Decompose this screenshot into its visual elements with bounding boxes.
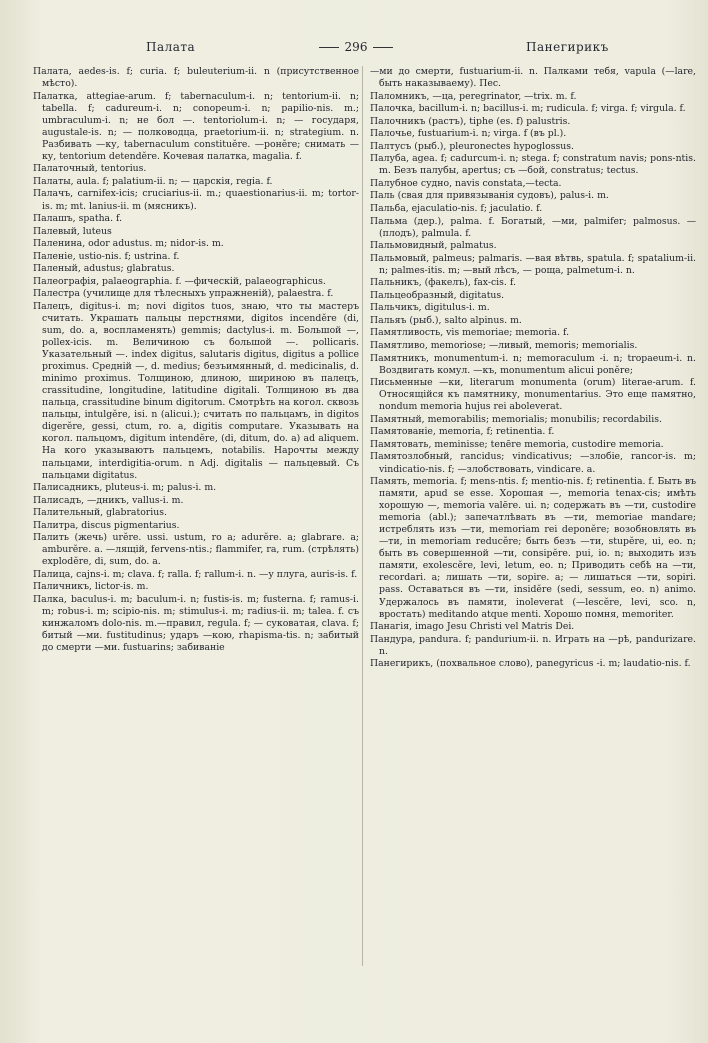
left-column [33,66,359,654]
entry: Палатка, attegiae-arum. f; tabernaculum-i. n; tentorium-ii. n; tabella. f; cadureum-i. n; conopeum-i. n; papilio-nis. m.; umbraculum-i. n; не бол —. tentoriolum-i. n; — государя, augustale-is. n; — полководца, praetorium-ii. n; strategium. n. Разбивать —ку, tabernaculum constituĕre. —ронĕre; снимать —ку, tentorium detendĕre. Кочевая палатка, magalia. f. [33,90,359,162]
entry: Палашъ, spatha. f. [33,213,123,225]
entry: Паль (свая для привязыванія судовъ), palus-i. m. [370,190,609,202]
entry: Памятникъ, monumentum-i. n; memoraculum -i. n; tropaeum-i. n. Воздвигать комул. —къ, monumentum alicui ponĕre; [370,352,696,376]
entry: Панегирикъ, (похвальное слово), panegyricus -i. m; laudatio-nis. f. [370,658,691,670]
entry: Пандура, pandura. f; pandurium-ii. n. Играть на —рѣ, pandurizare. n. [370,633,696,657]
entry: Палисадникъ, pluteus-i. m; palus-i. m. [33,482,217,494]
entry: Палительный, glabratorius. [33,507,167,519]
page-number: 296 [344,40,368,54]
entry: Паленина, odor adustus. m; nidor-is. m. [33,238,224,250]
entry: Письменные —ки, literarum monumenta (orum) literae-arum. f. Относящійся къ памятнику, monumentarius. Это еще памятно, nondum memoria hujus rei aboleverat. [370,377,696,413]
right-column [370,66,696,670]
entry: Памятливость, vis memoriae; memoria. f. [370,327,570,339]
entry: Палата, aedes-is. f; curia. f; buleuterium-ii. n (присутственное мѣсто). [33,66,359,90]
entry: Палочка, bacillum-i. n; bacillus-i. m; rudicula. f; virga. f; virgula. f. [370,103,686,115]
entry: Панагія, imago Jesu Christi vel Matris Dei. [370,621,575,633]
entry: Памятовать, meminisse; tenēre memoria, custodire memoria. [370,438,664,450]
entry: Палисадъ, —дникъ, vallus-i. m. [33,494,184,506]
entry: Палеографія, palaeographia. f. —фическій, palaeographicus. [33,275,326,287]
entry: Палочникъ (растъ), tiphe (es. f) palustris. [370,115,571,127]
entry: Паличникъ, lictor-is. m. [33,581,149,593]
entry: Палить (жечь) urĕre. ussi. ustum, ro a; adurĕre. a; glabrare. a; amburĕre. a. —лящій, fervens-ntis.; flammifer, ra, rum. (стрѣлять) explodĕre, di, sum, do. a. [33,532,359,568]
entry: Палочье, fustuarium-i. n; virga. f (въ pl.). [370,128,567,140]
entry: Памятливо, memoriose; —ливый, memoris; memorialis. [370,340,638,352]
header-right-word: Панегирикъ [526,40,609,54]
entry: Памятованіе, memoria, f; retinentia. f. [370,426,555,438]
entry: Палаточный, tentorius. [33,163,147,175]
entry: Пальчикъ, digitulus-i. m. [370,302,490,314]
entry: Пальникъ, (факелъ), fax-cis. f. [370,277,516,289]
entry: Паленіе, ustio-nis. f; ustrina. f. [33,250,180,262]
entry: Палитра, discus pigmentarius. [33,519,180,531]
entry: Пальма (дер.), palma. f. Богатый, —ми, palmifer; palmosus. — (плодъ), palmula. f. [370,215,696,239]
entry: Палтусъ (рыб.), pleuronectes hypoglossus. [370,140,574,152]
entry: Палестра (училище для тѣлесныхъ упражненій), palaestra. f. [33,288,334,300]
page-number-line [314,40,398,54]
header-rule-right [373,47,393,48]
header-rule-left [319,47,339,48]
entry: Палубное судно, navis constata,—tecta. [370,177,562,189]
entry: Пальба, ejaculatio-nis. f; jaculatio. f. [370,203,543,215]
running-head [0,40,708,60]
entry: Палуба, agea. f; cadurcum-i. n; stega. f; constratum navis; pons-ntis. m. Безъ палубы, apertus; съ —бой, constratus; tectus. [370,153,696,177]
entry: Память, memoria. f; mens-ntis. f; mentio-nis. f; retinentia. f. Быть въ памяти, apud se esse. Хорошая —, memoria tenax-cis; имѣть хорошую —, memoria valēre. ui. n; содержать въ —ти, custodire memoria (abl.); запечатлѣвать въ —ти, memoriae mandare; истреблять изъ —ти, memoriam rei deponĕre; возобновлять въ —ти, in memoriam reducĕre; быть безъ —ти, stupĕre, ui, eo. n; быть въ совершенной —ти, consipĕre. pui, io. n; выходить изъ памяти, exolescĕre, levi, letum, eo. n; Приводить себѣ на —ти, recordari. a; лишать —ти, sopire. a; — лишаться —ти, sopiri. pass. Оставаться въ —ти, insidĕre (sedi, sessum, eo. n) animo. Удержалось въ памяти, inoleverat (—lescĕre, levi, sco. n, вростать) meditando atque menti. Хорошо помня, memoriter. [370,476,696,620]
entry: Палаты, aula. f; palatium-ii. n; — царскія, regia. f. [33,175,273,187]
entry: Памятный, memorabilis; memorialis; monubilis; recordabilis. [370,413,662,425]
column-divider [362,66,363,966]
header-left-word: Палата [146,40,196,54]
entry: Памятозлобный, rancidus; vindicativus; —злобіе, rancor-is. m; vindicatio-nis. f; —злобствовать, vindicare. a. [370,451,696,475]
entry: Палица, cajns-i. m; clava. f; ralla. f; rallum-i. n. —у плуга, auris-is. f. [33,568,358,580]
entry: Палевый, luteus [33,225,112,237]
entry: Паленый, adustus; glabratus. [33,263,175,275]
entry: —ми до смерти, fustuarium-ii. n. Палками тебя, vapula (—lare, быть наказываему). Пес. [370,66,696,90]
entry: Палецъ, digitus-i. m; novi digitos tuos, знаю, что ты мастеръ считать. Украшать пальцы перстнями, digitos incendĕre (di, sum, do. a, воспламенять) gemmis; dactylus-i. m. Большой —, pollex-icis. m. Величиною съ большой —. pollicaris. Указательный —. index digitus, salutaris digitus, digitus a pollice proximus. Средній —, d. medius; безъимянный, d. medicinalis, d. minimo proximus. Толщиною, длиною, шириною въ палецъ, crassitudine, longitudine, latitudine digitali. Толщиною въ два пальца, crassitudine binum digitorum. Смотрѣть на когол. сквозь пальцы, intulgĕre, isi. n (alicui.); считать по пальцамъ, in digitos digerĕre, gessi, ctum, ro. a, digitis computare. Указывать на когол. пальцомъ, digitum intendĕre, (di, ditum, do. a) ad aliquem. На кого указываютъ пальцемъ, notabilis. Нарочты между пальцами, interdigitia-orum. n Adj. digitalis — пальцевый. Съ пальцами digitatus. [33,300,359,481]
entry: Пальяъ (рыб.), salto alpinus. m. [370,314,522,326]
entry: Пальмовидный, palmatus. [370,240,497,252]
entry: Пальцеобразный, digitatus. [370,289,505,301]
entry: Пальмовый, palmeus; palmaris. —вая вѣтвь, spatula. f; spatalium-ii. n; palmes-itis. m; —вый лѣсъ, — роща, palmetum-i. n. [370,252,696,276]
entry: Палачъ, carnifex-icis; cruciarius-ii. m.; quaestionarius-ii. m; tortor-is. m; mt. lanius-ii. m (мясникъ). [33,188,359,212]
entry: Паломникъ, —ца, peregrinator, —trix. m. f. [370,90,577,102]
entry: Палка, baculus-i. m; baculum-i. n; fustis-is. m; fusterna. f; ramus-i. m; robus-i. m; scipio-nis. m; stimulus-i. m; radius-ii. m; talea. f. съ кинжаломъ dolo-nis. m.—правил, regula. f; — суковатая, clava. f; битый —ми. fustitudinus; ударъ —кою, rhapisma-tis. n; забитый до смерти —ми. fustuarins; забиваніе [33,594,359,654]
